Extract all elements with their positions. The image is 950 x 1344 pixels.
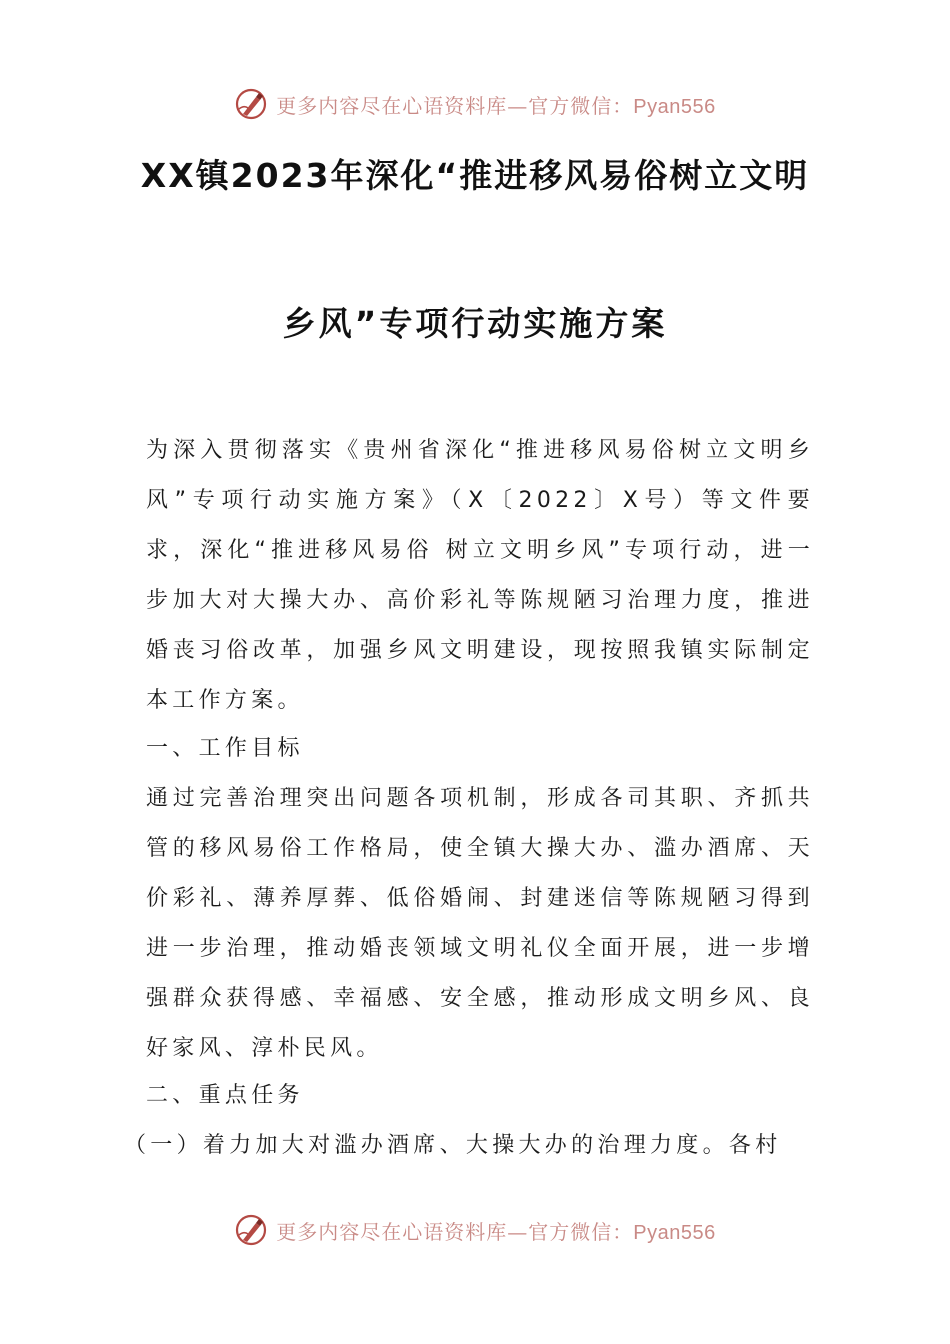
watermark-wechat-id: Pyan556 — [633, 95, 716, 118]
work-goals-paragraph: 通过完善治理突出问题各项机制，形成各司其职、齐抓共管的移风易俗工作格局，使全镇大操大办、滥办酒席、天价彩礼、薄养厚葬、低俗婚闹、封建迷信等陈规陋习得到进一步治理，推动婚丧领域文明礼仪全面开展，进一步增强群众获得感、幸福感、安全感，推动形成文明乡风、良好家风、淳朴民风。 — [146, 786, 814, 1061]
document-title-line-1: XX镇2023年深化“推进移风易俗树立文明 — [140, 156, 810, 195]
section-heading-work-goals: 一、工作目标 — [146, 736, 304, 761]
intro-paragraph: 为深入贯彻落实《贵州省深化“推进移风易俗树立文明乡风”专项行动实施方案》（X〔2022〕X号）等文件要求，深化“推进移风易俗 树立文明乡风”专项行动，进一步加大对大操大办、高价彩礼等陈规陋习治理力度，推进婚丧习俗改革，加强乡风文明建设，现按照我镇实际制定本工作方案。 — [146, 438, 814, 713]
key-task-item-1: （一）着力加大对滥办酒席、大操大办的治理力度。各村 — [124, 1133, 782, 1158]
document-title-line-2: 乡风”专项行动实施方案 — [282, 304, 668, 343]
footer-watermark-banner — [0, 1210, 950, 1250]
pen-nib-circle-icon — [234, 87, 268, 121]
watermark-text: 更多内容尽在心语资料库—官方微信：Pyan556 — [276, 93, 716, 118]
watermark-wechat-id: Pyan556 — [633, 1221, 716, 1244]
watermark-text: 更多内容尽在心语资料库—官方微信：Pyan556 — [276, 1219, 716, 1244]
pen-nib-circle-icon — [234, 1213, 268, 1247]
section-heading-key-tasks: 二、重点任务 — [146, 1083, 304, 1108]
header-watermark-banner — [0, 84, 950, 124]
